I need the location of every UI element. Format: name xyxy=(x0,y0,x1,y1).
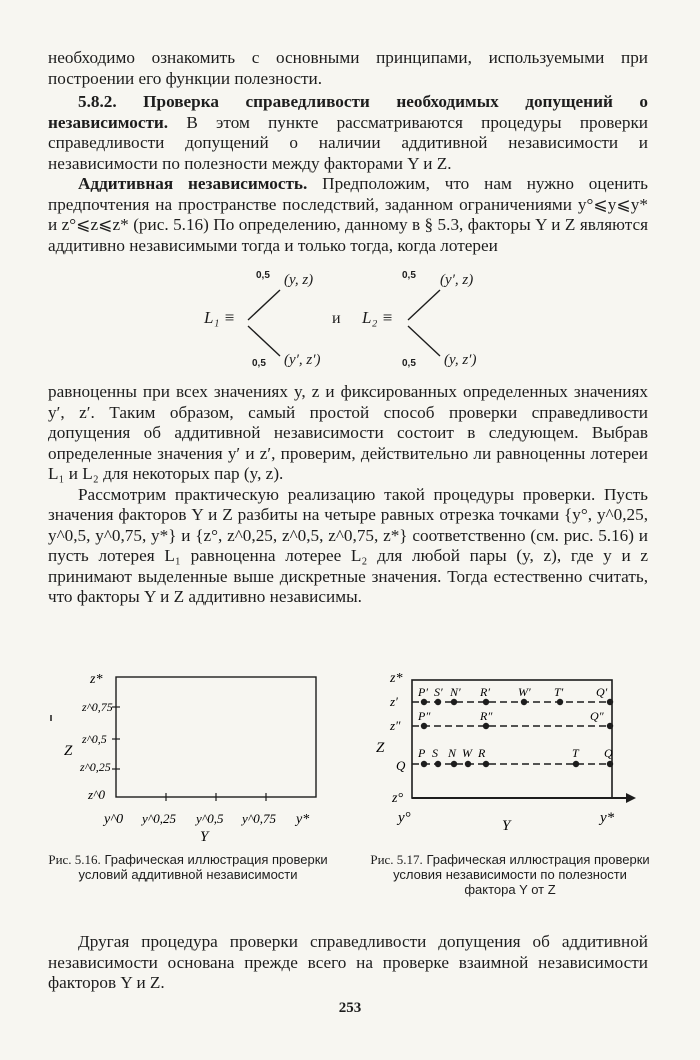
fig517-ytick-z0: z° xyxy=(392,791,404,806)
section-body: В этом пункте рассматриваются процедуры проверки справедливости допущений о наличии аддитивной независимости и независимости по полезности между факторами Y и Z. xyxy=(48,112,648,173)
lottery-l2-bottom-prob: 0,5 xyxy=(402,358,416,369)
fig516-xtick-ystar: y* xyxy=(296,812,310,827)
fig517-point-s1 xyxy=(435,699,441,705)
fig517-ytick-zstar: z* xyxy=(390,671,403,686)
fig517-label-p1: P′ xyxy=(418,685,428,699)
fig517-label-q1: Q′ xyxy=(596,685,608,699)
fig517-ytick-q: Q xyxy=(396,758,406,773)
fig517-point-p1 xyxy=(421,699,427,705)
lottery-l1-bottom-prob: 0,5 xyxy=(252,358,266,369)
figure-5-16-caption xyxy=(48,852,328,882)
fig517-label-t3: T xyxy=(572,746,579,760)
lottery-l2-bottom-outcome: (y, z′) xyxy=(444,352,477,368)
fig517-point-r3 xyxy=(483,761,489,767)
fig516-ytick-z0: z^0 xyxy=(88,787,106,802)
fig517-caption-text: Графическая иллюстрация проверки условия независимости по полезности фактора Y от Z xyxy=(393,852,650,897)
fig517-label-s1: S′ xyxy=(434,685,443,699)
section-5-8-2 xyxy=(48,92,648,256)
fig516-frame xyxy=(116,677,316,797)
fig516-ylabel: Z xyxy=(64,743,73,759)
paragraph-5: Рассмотрим практическую реализацию такой процедуры проверки. Пусть значения факторов Y и Z разбиты на четыре равных отрезка точками {y°, y^0,25, y^0,5, y^0,75, y*} и {z°, z^0,25, z^0,5, z^0,75, z*} соответственно (см. рис. 5.16) и пусть лотерея L₁ равноценна лотерее L₂ для любой пары (y, z), где y и z принимают выделенные выше дискретные значения. Тогда естественно считать, что факторы Y и Z аддитивно независимы. xyxy=(48,484,648,606)
fig517-xtick-y0: y° xyxy=(398,810,411,826)
figure-5-17-caption xyxy=(370,852,650,897)
page-number: 253 xyxy=(338,1000,362,1016)
fig516-xlabel: Y xyxy=(200,829,209,845)
lottery-l2-top-outcome: (y′, z) xyxy=(440,272,474,288)
lottery-l1-top-outcome: (y, z) xyxy=(284,272,314,288)
fig517-point-p2 xyxy=(421,723,427,729)
fig517-point-q1 xyxy=(607,699,613,705)
fig516-caption-text: Графическая иллюстрация проверки условий аддитивной независимости xyxy=(78,852,328,882)
fig517-point-n3 xyxy=(451,761,457,767)
fig516-xtick-y05: y^0,5 xyxy=(196,811,224,826)
fig517-label-p3: P xyxy=(418,746,426,760)
fig516-xtick-y025: y^0,25 xyxy=(142,811,177,826)
fig517-point-r1 xyxy=(483,699,489,705)
fig517-ytick-z1: z′ xyxy=(390,694,398,709)
fig517-label-r3: R xyxy=(478,746,486,760)
fig517-label-w1: W′ xyxy=(518,685,531,699)
fig517-label-n3: N xyxy=(448,746,457,760)
fig517-label-n1: N′ xyxy=(450,685,461,699)
fig517-xlabel: Y xyxy=(502,818,511,834)
fig516-ytick-z075: z^0,75 xyxy=(82,700,113,714)
fig517-label-t1: T′ xyxy=(554,685,564,699)
fig517-label-p2: P″ xyxy=(418,709,431,723)
fig517-point-q2 xyxy=(607,723,613,729)
fig516-xtick-y0: y^0 xyxy=(104,812,124,827)
fig517-point-t1 xyxy=(557,699,563,705)
fig517-xtick-ystar: y* xyxy=(600,810,615,826)
fig517-point-t3 xyxy=(573,761,579,767)
fig517-point-p3 xyxy=(421,761,427,767)
fig517-label-w3: W xyxy=(462,746,472,760)
paragraph-block-3 xyxy=(48,932,648,994)
fig516-ytick-z05: z^0,5 xyxy=(82,732,107,746)
fig517-label-r2: R″ xyxy=(480,709,493,723)
lottery-l2 xyxy=(358,268,518,378)
fig516-ytick-z025: z^0,25 xyxy=(80,760,111,774)
lottery-l1-bottom-outcome: (y′, z′) xyxy=(284,352,321,368)
fig517-ytick-z2: z″ xyxy=(390,718,401,733)
fig516-xtick-y075: y^0,75 xyxy=(242,811,277,826)
paragraph-1: необходимо ознакомить с основными принципами, используемыми при построении его функции полезности. xyxy=(48,48,648,88)
figure-5-17 xyxy=(368,662,668,842)
lottery-conjunction: и xyxy=(332,310,341,327)
paragraph-6: Другая процедура проверки справедливости допущения об аддитивной независимости основана прежде всего на проверке взаимной независимости факторов Y и Z. xyxy=(48,932,648,992)
lottery-l1-top-prob: 0,5 xyxy=(256,270,270,281)
fig516-caption-num: Рис. 5.16. xyxy=(48,852,101,867)
subsection-heading: Аддитивная независимость. xyxy=(78,174,308,193)
fig517-point-s3 xyxy=(435,761,441,767)
fig517-point-w3 xyxy=(465,761,471,767)
fig517-label-r1: R′ xyxy=(480,685,490,699)
lottery-l2-label: L₂ ≡ xyxy=(362,308,394,327)
fig517-x-arrow xyxy=(626,793,636,803)
paragraph-intro xyxy=(48,48,648,89)
lottery-l2-top-prob: 0,5 xyxy=(402,270,416,281)
fig517-point-w1 xyxy=(521,699,527,705)
figure-5-16 xyxy=(46,665,336,845)
fig517-ylabel: Z xyxy=(376,740,385,756)
fig517-caption-num: Рис. 5.17. xyxy=(370,852,423,867)
lottery-l1-label: L₁ ≡ xyxy=(204,308,236,327)
fig517-point-r2 xyxy=(483,723,489,729)
section-heading: 5.8.2. Проверка справедливости необходимых допущений о независимости. xyxy=(48,92,648,132)
subsection-body: Предположим, что нам нужно оценить предпочтения на пространстве последствий, заданном ограничениями y°⩽y⩽y* и z°⩽z⩽z* (рис. 5.16) По определению, данному в § 5.3, факторы Y и Z являются аддитивно независимыми тогда и только тогда, когда лотереи xyxy=(48,174,648,255)
fig517-point-q3 xyxy=(607,761,613,767)
fig517-label-s3: S xyxy=(432,746,438,760)
fig517-label-q3: Q xyxy=(604,746,613,760)
fig517-point-n1 xyxy=(451,699,457,705)
paragraph-4: равноценны при всех значениях y, z и фиксированных определенных значениях y′, z′. Таким образом, самый простой способ проверки справедливости допущения об аддитивной независимости состоит в следующем. Выбрав определенные значения y′ и z′, проверим, действительно ли равноценны лотереи L₁ и L₂ для некоторых пар (y, z). xyxy=(48,382,648,483)
fig516-ytick-zstar: z* xyxy=(90,672,103,687)
paragraph-block-2 xyxy=(48,382,648,608)
fig517-label-q2: Q″ xyxy=(590,709,604,723)
